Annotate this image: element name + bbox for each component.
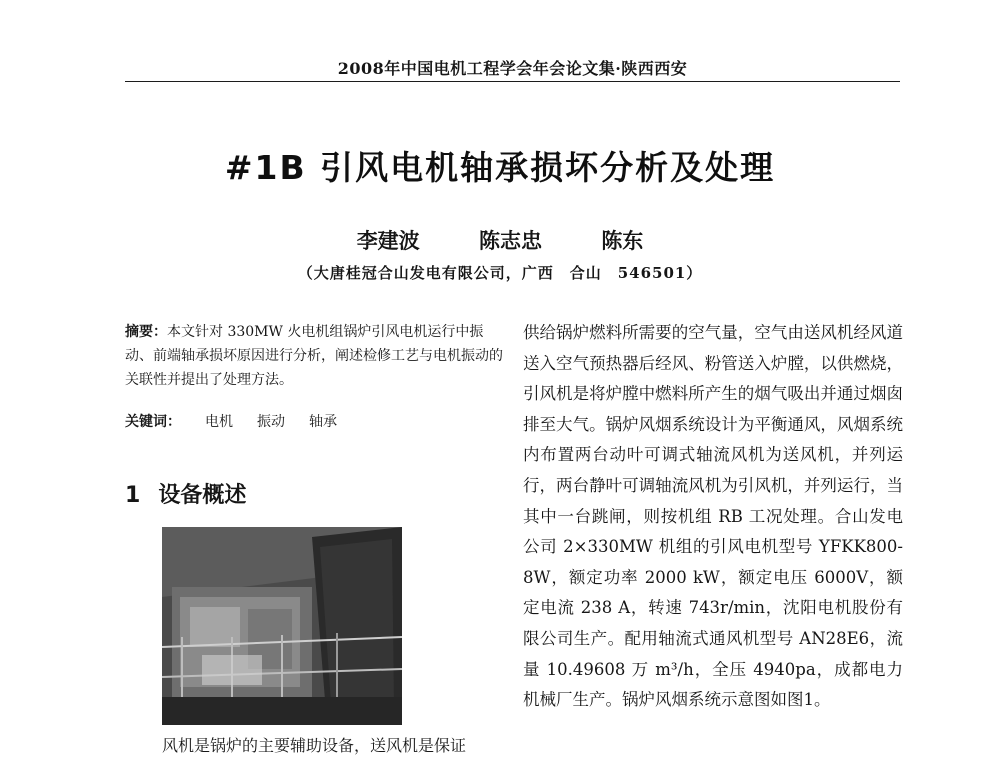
left-column: [125, 320, 505, 431]
header-rule: [125, 81, 900, 82]
section-heading: [125, 478, 246, 509]
section-title: 设备概述: [158, 483, 247, 508]
equipment-photo: [162, 527, 402, 725]
keyword: 轴承: [309, 414, 337, 430]
running-header: 2008年中国电机工程学会年会论文集·陕西西安: [337, 59, 688, 78]
abstract: [125, 320, 505, 392]
affiliation: （大唐桂冠合山发电有限公司，广西 合山 546501）: [297, 264, 703, 282]
abstract-label: 摘要：: [125, 324, 167, 340]
author-list: [0, 225, 1000, 255]
abstract-text: 本文针对 330MW 火电机组锅炉引风电机运行中振动、前端轴承损坏原因进行分析，阐述检修工艺与电机振动的关联性并提出了处理方法。: [125, 324, 503, 388]
section-number: 1: [125, 483, 141, 508]
author-name: 李建波: [356, 228, 420, 253]
keyword: 电机: [205, 414, 233, 430]
keywords: [125, 411, 505, 431]
keyword: 振动: [257, 414, 285, 430]
body-text-right: 供给锅炉燃料所需要的空气量，空气由送风机经风道送入空气预热器后经风、粉管送入炉膛，以供燃烧，引风机是将炉膛中燃料所产生的烟气吸出并通过烟囱排至大气。锅炉风烟系统设计为平衡通风，风烟系统内布置两台动叶可调式轴流风机为送风机，并列运行，两台静叶可调轴流风机为引风机，并列运行，当其中一台跳闸，则按机组 RB 工况处理。合山发电公司 2×330MW 机组的引风电机型号 YFKK800-8W，额定功率 2000 kW，额定电压 6000V，额定电流 238 A，转速 743r/min，沈阳电机股份有限公司生产。配用轴流式通风机型号 AN28E6，流量 10.49608 万 m³/h，全压 4940pa，成都电力机械厂生产。锅炉风烟系统示意图如图1。: [523, 323, 903, 710]
author-name: 陈志忠: [479, 228, 542, 253]
body-text-left: 风机是锅炉的主要辅助设备，送风机是保证: [162, 736, 467, 755]
right-column: [523, 318, 903, 716]
paper-title: #1B 引风电机轴承损坏分析及处理: [224, 148, 776, 187]
keywords-label: 关键词：: [125, 414, 181, 430]
author-name: 陈东: [601, 228, 644, 253]
